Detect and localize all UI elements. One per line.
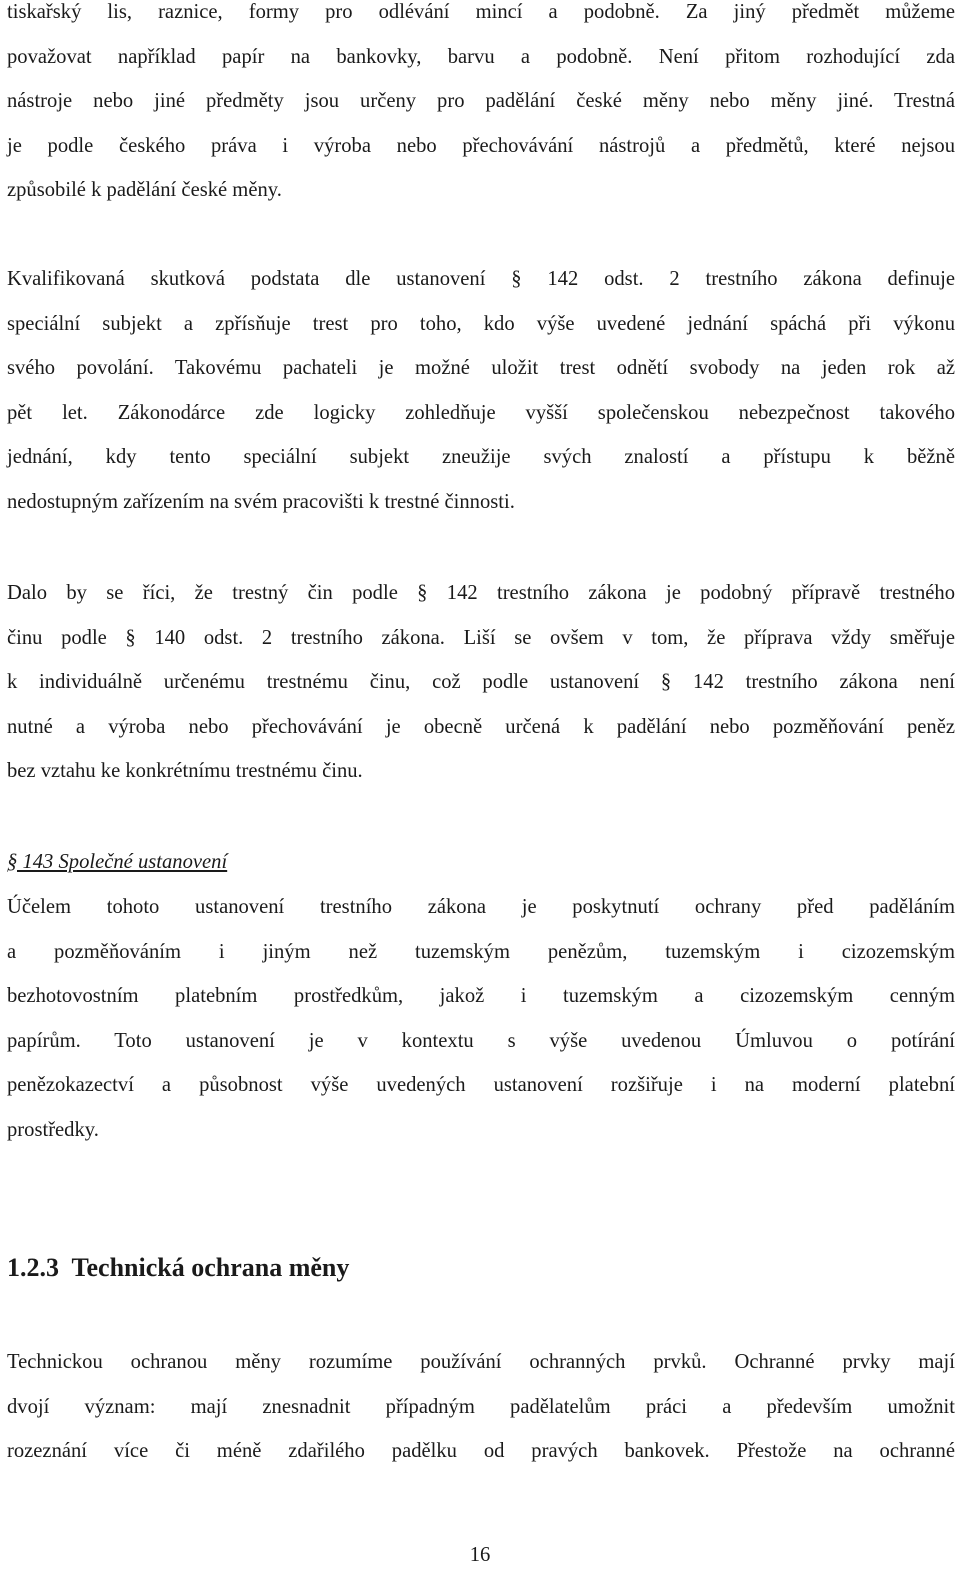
paragraph-technical-protection (7, 1340, 955, 1474)
text-line: rozeznání více či méně zdařilého padělku od pravých bankovek. Přestože na ochranné (7, 1440, 955, 1462)
text-line: speciální subjekt a zpřísňuje trest pro toho, kdo výše uvedené jednání spáchá při výkonu (7, 312, 955, 335)
text-line: dvojí význam: mají znesnadnit případným padělatelům práci a především umožnit (7, 1395, 955, 1418)
text-line: svého povolání. Takovému pachateli je možné uložit trest odnětí svobody na jeden rok až (7, 357, 955, 379)
text-line: k individuálně určenému trestnému činu, což podle ustanovení § 142 trestního zákona není (7, 671, 955, 693)
text-line: bez vztahu ke konkrétnímu trestnému činu. (7, 760, 363, 782)
text-line: Kvalifikovaná skutková podstata dle ustanovení § 142 odst. 2 trestního zákona definuje (7, 268, 955, 290)
section-heading-143: § 143 Společné ustanovení (7, 851, 228, 873)
text-line: a pozměňováním i jiným než tuzemským penězům, tuzemským i cizozemským (7, 940, 955, 963)
text-line: nedostupným zařízením na svém pracovišti k trestné činnosti. (7, 490, 515, 513)
text-line: považovat například papír na bankovky, barvu a podobně. Není přitom rozhodující zda (7, 45, 955, 68)
text-line: prostředky. (7, 1118, 99, 1141)
text-line: činu podle § 140 odst. 2 trestního zákona. Liší se ovšem v tom, že příprava vždy směřuje (7, 626, 955, 649)
text-line: tiskařský lis, raznice, formy pro odlévání mincí a podobně. Za jiný předmět můžeme (7, 1, 955, 23)
text-line: nástroje nebo jiné předměty jsou určeny pro padělání české měny nebo měny jiné. Trestná (7, 90, 955, 112)
page-number: 16 (469, 1544, 491, 1566)
text-line: Účelem tohoto ustanovení trestního zákona je poskytnutí ochrany před paděláním (7, 896, 955, 918)
text-line: jednání, kdy tento speciální subjekt zneužije svých znalostí a přístupu k běžně (7, 446, 955, 468)
section-heading-technical-protection: 1.2.3 Technická ochrana měny (7, 1253, 350, 1282)
text-line: penězokazectví a působnost výše uvedených ustanovení rozšiřuje i na moderní platební (7, 1074, 955, 1096)
paragraph-common-provision (7, 885, 955, 1152)
text-line: nutné a výroba nebo přechovávání je obecně určená k padělání nebo pozměňování peněz (7, 715, 955, 738)
text-line: Dalo by se říci, že trestný čin podle § 142 trestního zákona je podobný přípravě trestného (7, 582, 955, 604)
text-line: papírům. Toto ustanovení je v kontextu s výše uvedenou Úmluvou o potírání (7, 1029, 955, 1052)
text-line: Technickou ochranou měny rozumíme používání ochranných prvků. Ochranné prvky mají (7, 1351, 955, 1373)
paragraph-comparison (7, 571, 955, 794)
text-line: pět let. Zákonodárce zde logicky zohledňuje vyšší společenskou nebezpečnost takového (7, 401, 955, 424)
text-line: způsobilé k padělání české měny. (7, 179, 282, 201)
text-line: je podle českého práva i výroba nebo přechovávání nástrojů a předmětů, které nejsou (7, 134, 955, 157)
text-line: bezhotovostním platebním prostředkům, jakož i tuzemským a cizozemským cenným (7, 985, 955, 1007)
paragraph-tools (7, 0, 955, 213)
paragraph-qualified (7, 257, 955, 524)
